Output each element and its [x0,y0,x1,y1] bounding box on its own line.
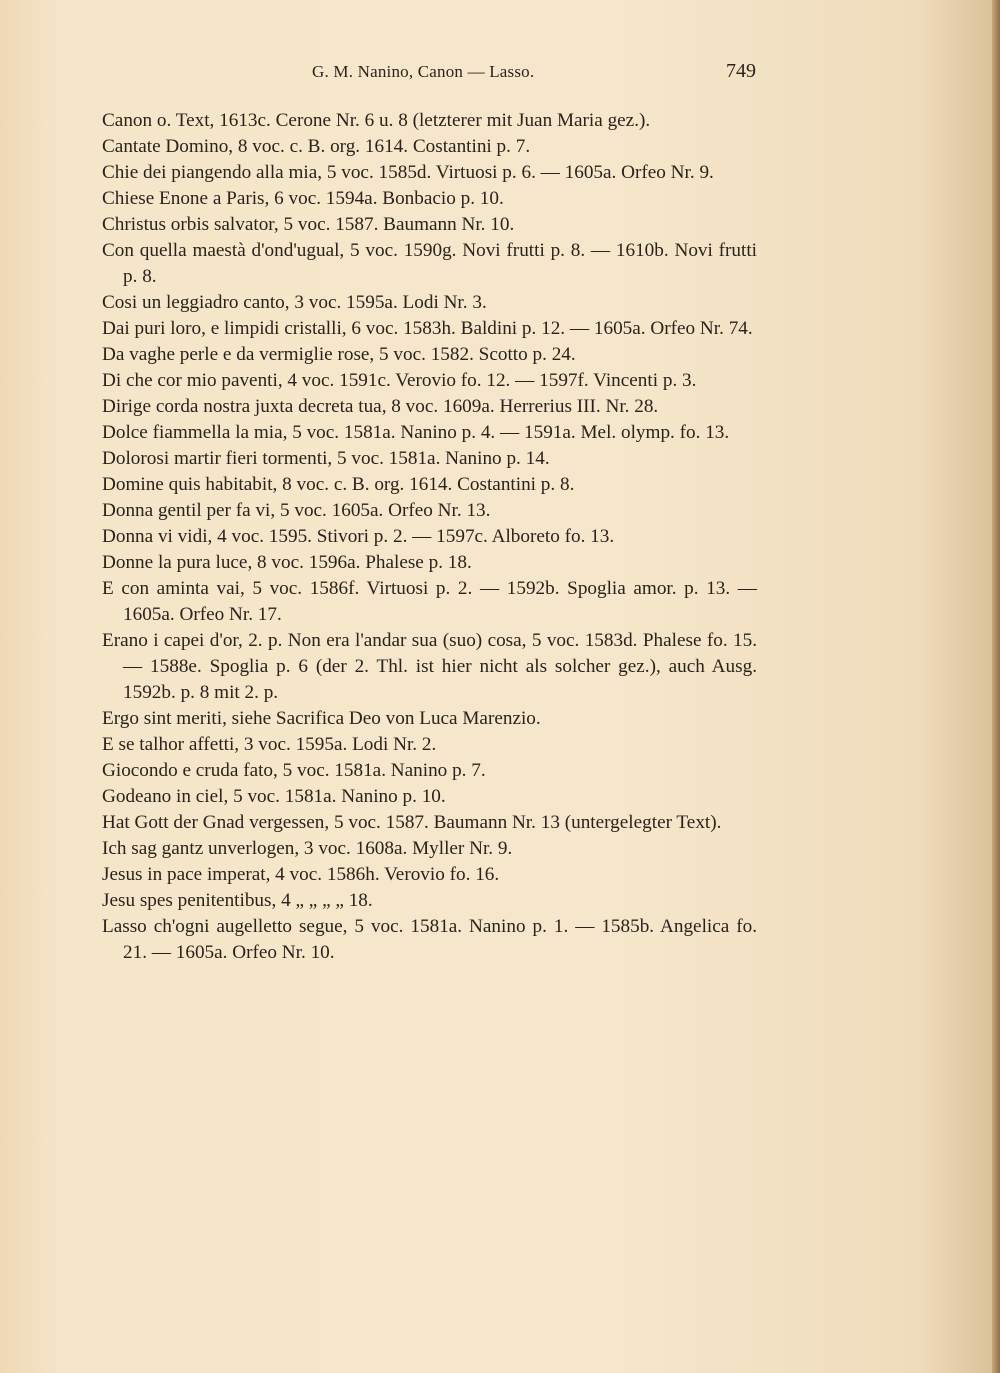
catalog-entry: Dirige corda nostra juxta decreta tua, 8 voc. 1609a. Herrerius III. Nr. 28. [102,396,659,417]
catalog-entry: Giocondo e cruda fato, 5 voc. 1581a. Nanino p. 7. [102,760,486,781]
catalog-entries [102,108,757,966]
catalog-entry: Cosi un leggiadro canto, 3 voc. 1595a. Lodi Nr. 3. [102,292,487,313]
catalog-entry: Donna gentil per fa vi, 5 voc. 1605a. Orfeo Nr. 13. [102,500,491,521]
catalog-entry: Donne la pura luce, 8 voc. 1596a. Phalese p. 18. [102,552,472,573]
page-number: 749 [726,60,756,82]
catalog-entry: Canon o. Text, 1613c. Cerone Nr. 6 u. 8 (letzterer mit Juan Maria gez.). [102,110,651,131]
catalog-entry: Di che cor mio paventi, 4 voc. 1591c. Verovio fo. 12. — 1597f. Vincenti p. 3. [102,370,697,391]
catalog-entry: Dai puri loro, e limpidi cristalli, 6 voc. 1583h. Baldini p. 12. — 1605a. Orfeo Nr. 74. [102,318,753,339]
catalog-entry: Dolorosi martir fieri tormenti, 5 voc. 1581a. Nanino p. 14. [102,448,550,469]
catalog-entry: Da vaghe perle e da vermiglie rose, 5 voc. 1582. Scotto p. 24. [102,344,576,365]
catalog-entry: Ich sag gantz unverlogen, 3 voc. 1608a. Myller Nr. 9. [102,838,513,859]
catalog-entry: E con aminta vai, 5 voc. 1586f. Virtuosi p. 2. — 1592b. Spoglia amor. p. 13. — 1605a. Orfeo Nr. 17. [102,578,757,625]
catalog-entry: Ergo sint meriti, siehe Sacrifica Deo von Luca Marenzio. [102,708,541,729]
catalog-entry: Chie dei piangendo alla mia, 5 voc. 1585d. Virtuosi p. 6. — 1605a. Orfeo Nr. 9. [102,162,714,183]
catalog-entry: Hat Gott der Gnad vergessen, 5 voc. 1587. Baumann Nr. 13 (untergelegter Text). [102,812,722,833]
catalog-entry: Domine quis habitabit, 8 voc. c. B. org. 1614. Costantini p. 8. [102,474,575,495]
catalog-entry: Jesu spes penitentibus, 4 „ „ „ „ 18. [102,890,373,911]
running-title: G. M. Nanino, Canon — Lasso. [312,62,535,81]
catalog-entry: Godeano in ciel, 5 voc. 1581a. Nanino p. 10. [102,786,446,807]
catalog-entry: Jesus in pace imperat, 4 voc. 1586h. Verovio fo. 16. [102,864,500,885]
page-header [100,62,756,88]
page-edge [992,0,1000,1373]
catalog-entry: Cantate Domino, 8 voc. c. B. org. 1614. Costantini p. 7. [102,136,531,157]
catalog-entry: Christus orbis salvator, 5 voc. 1587. Baumann Nr. 10. [102,214,515,235]
catalog-entry: Dolce fiammella la mia, 5 voc. 1581a. Nanino p. 4. — 1591a. Mel. olymp. fo. 13. [102,422,730,443]
catalog-entry: Con quella maestà d'ond'ugual, 5 voc. 1590g. Novi frutti p. 8. — 1610b. Novi frutti p. 8. [102,240,757,287]
catalog-entry: Chiese Enone a Paris, 6 voc. 1594a. Bonbacio p. 10. [102,188,504,209]
catalog-entry: Lasso ch'ogni augelletto segue, 5 voc. 1581a. Nanino p. 1. — 1585b. Angelica fo. 21. — 1605a. Orfeo Nr. 10. [102,916,757,963]
catalog-entry: Erano i capei d'or, 2. p. Non era l'andar sua (suo) cosa, 5 voc. 1583d. Phalese fo. 15. — 1588e. Spoglia p. 6 (der 2. Thl. ist hier nicht als solcher gez.), auch Ausg. 1592b. p. 8 mit 2. p. [102,630,757,703]
catalog-entry: Donna vi vidi, 4 voc. 1595. Stivori p. 2. — 1597c. Alboreto fo. 13. [102,526,615,547]
catalog-entry: E se talhor affetti, 3 voc. 1595a. Lodi Nr. 2. [102,734,437,755]
